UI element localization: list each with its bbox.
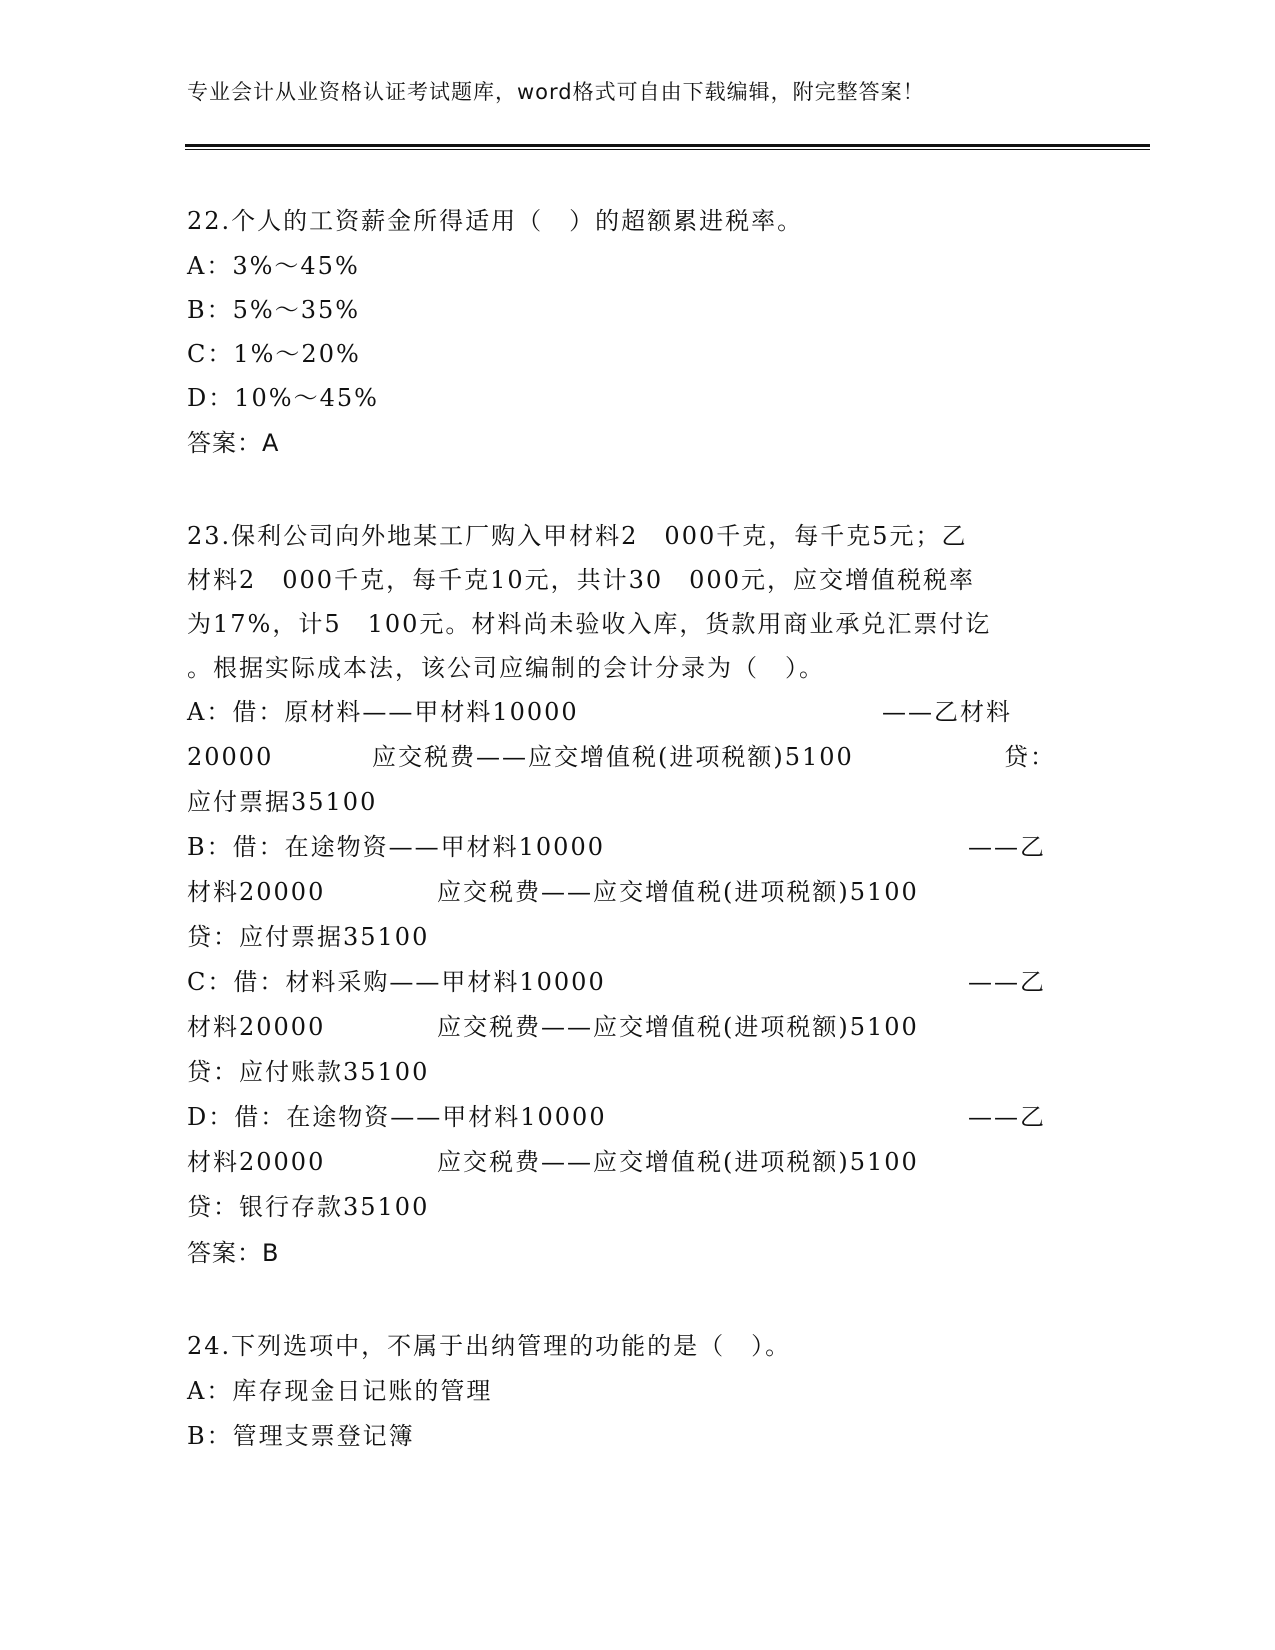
option-a-line-2-mid: 应交税费——应交增值税(进项税额)5100 (372, 743, 854, 771)
question-22-option-a: A：3%～45% (187, 252, 360, 280)
question-23-text-line-1: 23.保利公司向外地某工厂购入甲材料2 000千克，每千克5元；乙 (187, 522, 968, 550)
option-b-line-3: 贷：应付票据35100 (187, 923, 430, 951)
option-a-line-2-right: 贷： (1004, 743, 1056, 771)
question-24-option-a: A：库存现金日记账的管理 (187, 1377, 493, 1405)
question-22-option-c: C：1%～20% (187, 340, 361, 368)
option-d-line-2-left: 材料20000 (187, 1148, 326, 1176)
option-c-line-1: C：借：材料采购——甲材料10000 (187, 968, 606, 996)
option-d-line-1-right: ——乙 (968, 1103, 1046, 1131)
option-a-line-2-left: 20000 (187, 743, 274, 771)
option-a-line-1: A：借：原材料——甲材料10000 (187, 698, 579, 726)
option-b-line-1: B：借：在途物资——甲材料10000 (187, 833, 605, 861)
question-22-text: 22.个人的工资薪金所得适用（ ）的超额累进税率。 (187, 207, 804, 235)
option-d-line-3: 贷：银行存款35100 (187, 1193, 430, 1221)
question-23-text-line-3: 为17%，计5 100元。材料尚未验收入库，货款用商业承兑汇票付讫 (187, 610, 992, 638)
header-rule-thick (185, 144, 1150, 147)
option-d-line-2-mid: 应交税费——应交增值税(进项税额)5100 (437, 1148, 919, 1176)
question-22-option-b: B：5%～35% (187, 296, 361, 324)
option-a-line-1-right: ——乙材料 (882, 698, 1012, 726)
option-b-line-1-right: ——乙 (968, 833, 1046, 861)
option-b-line-2-mid: 应交税费——应交增值税(进项税额)5100 (437, 878, 919, 906)
question-23-answer: 答案：B (187, 1239, 280, 1267)
option-c-line-2-left: 材料20000 (187, 1013, 326, 1041)
page-header: 专业会计从业资格认证考试题库，word格式可自由下载编辑，附完整答案！ (187, 80, 925, 104)
question-24-option-b: B：管理支票登记簿 (187, 1422, 415, 1450)
option-c-line-2-mid: 应交税费——应交增值税(进项税额)5100 (437, 1013, 919, 1041)
header-rule-thin (185, 149, 1150, 150)
option-c-line-3: 贷：应付账款35100 (187, 1058, 430, 1086)
question-23-text-line-2: 材料2 000千克，每千克10元，共计30 000元，应交增值税税率 (187, 566, 975, 594)
question-22-answer: 答案：A (187, 429, 280, 457)
option-d-line-1: D：借：在途物资——甲材料10000 (187, 1103, 607, 1131)
question-24-text: 24.下列选项中，不属于出纳管理的功能的是（ ）。 (187, 1332, 792, 1360)
option-b-line-2-left: 材料20000 (187, 878, 326, 906)
option-c-line-1-right: ——乙 (968, 968, 1046, 996)
question-23-text-line-4: 。根据实际成本法，该公司应编制的会计分录为（ ）。 (187, 654, 825, 682)
option-a-line-3: 应付票据35100 (187, 788, 378, 816)
question-22-option-d: D：10%～45% (187, 384, 379, 412)
